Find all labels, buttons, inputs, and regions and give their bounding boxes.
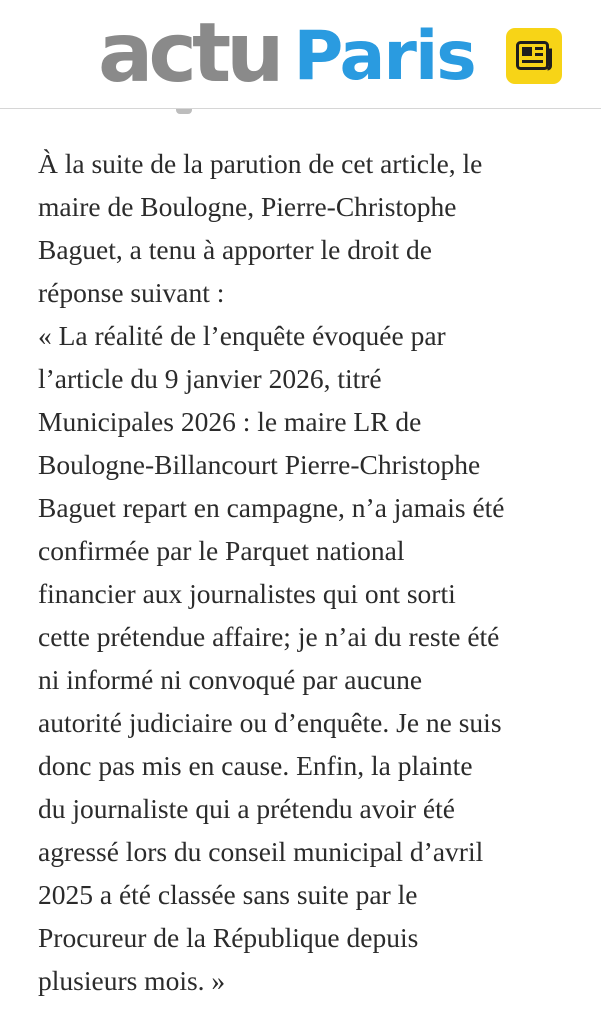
article-line: l’article du 9 janvier 2026, titré <box>38 363 382 394</box>
article-body <box>38 142 568 1002</box>
article-line: financier aux journalistes qui ont sorti <box>38 578 456 609</box>
article-line: autorité judiciaire ou d’enquête. Je ne suis <box>38 707 502 738</box>
article-line: plusieurs mois. » <box>38 965 226 996</box>
article-line: 2025 a été classée sans suite par le <box>38 879 418 910</box>
article-line: donc pas mis en cause. Enfin, la plainte <box>38 750 473 781</box>
article-line: Baguet, a tenu à apporter le droit de <box>38 234 433 265</box>
article-line: Municipales 2026 : le maire LR de <box>38 406 422 437</box>
article-line: maire de Boulogne, Pierre-Christophe <box>38 191 457 222</box>
newspaper-icon <box>506 28 562 84</box>
article-line: Procureur de la République depuis <box>38 922 419 953</box>
article-line: « La réalité de l’enquête évoquée par <box>38 320 446 351</box>
article-line: cette prétendue affaire; je n’ai du reste été <box>38 621 500 652</box>
header-scroll-indicator <box>176 109 192 114</box>
site-header <box>0 0 601 109</box>
logo-word-paris: Paris <box>293 17 475 96</box>
article-line: ni informé ni convoqué par aucune <box>38 664 423 695</box>
actu-paris-logo[interactable] <box>98 4 475 104</box>
article-line: confirmée par le Parquet national <box>38 535 405 566</box>
article-line: du journaliste qui a prétendu avoir été <box>38 793 455 824</box>
article-line: Baguet repart en campagne, n’a jamais été <box>38 492 505 523</box>
article-line: agressé lors du conseil municipal d’avril <box>38 836 484 867</box>
article-line: réponse suivant : <box>38 277 225 308</box>
article-line: Boulogne-Billancourt Pierre-Christophe <box>38 449 481 480</box>
logo-word-actu: actu <box>98 6 280 101</box>
article-line: À la suite de la parution de cet article, le <box>38 148 483 179</box>
